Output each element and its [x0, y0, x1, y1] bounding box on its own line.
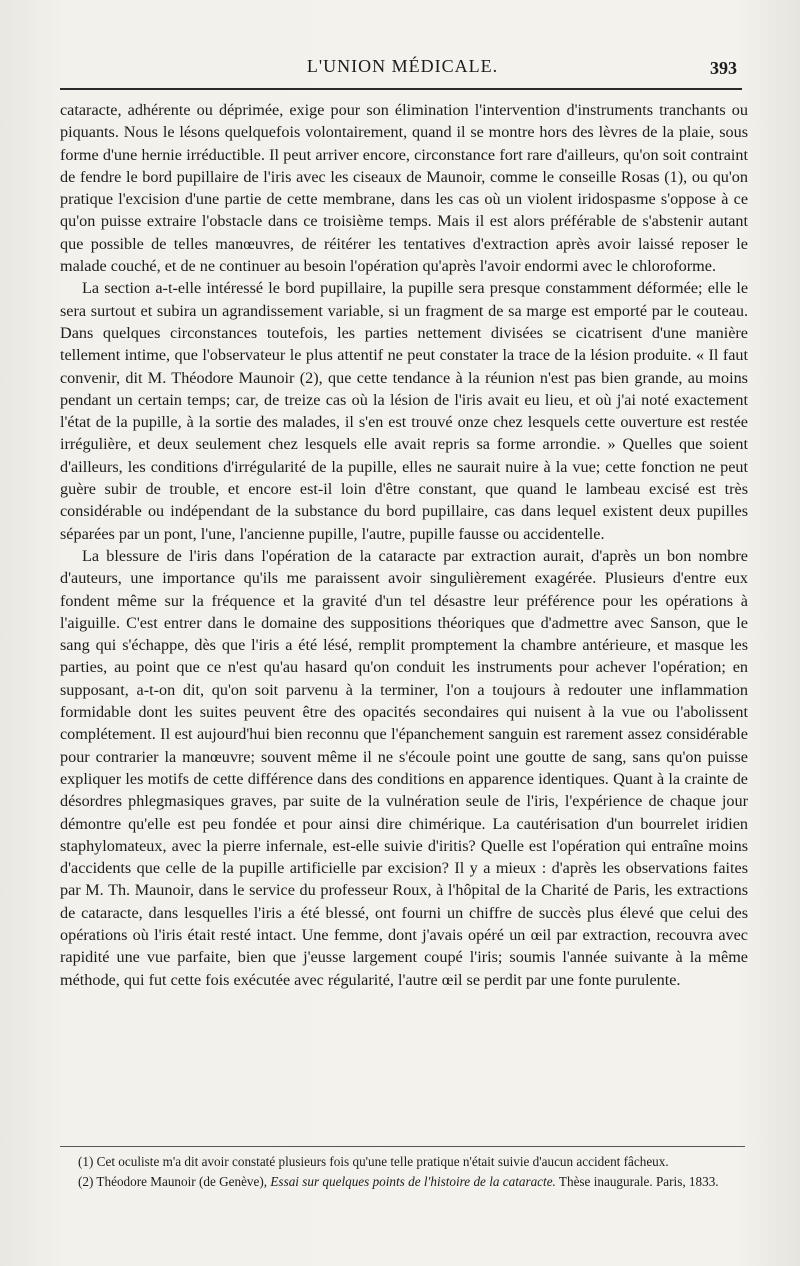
footnote-2-suffix: Thèse inaugurale. Paris, 1833. [555, 1174, 719, 1189]
paragraph-1: cataracte, adhérente ou déprimée, exige pour son élimination l'intervention d'instruments tranchants ou piquants. Nous le lésons quelquefois volontairement, quand il se montre hors des lèvres de la plaie, sous forme d'une hernie irréductible. Il peut arriver encore, circonstance fort rare d'ailleurs, qu'on soit contraint de fendre le bord pupillaire de l'iris avec les ciseaux de Maunoir, comme le conseille Rosas (1), ou qu'on pratique l'excision d'une partie de cette membrane, dans les cas où un violent iridospasme s'oppose à ce qu'on puisse extraire l'obstacle dans ce troisième temps. Mais il est alors préférable de s'abstenir autant que possible de telles manœuvres, de réitérer les tentatives d'extraction après avoir laissé reposer le malade couché, et de ne continuer au besoin l'opération qu'après l'avoir endormi avec le chloroforme. [60, 101, 748, 276]
footnotes [60, 1153, 745, 1193]
paragraph-3: La blessure de l'iris dans l'opération de la cataracte par extraction aurait, d'après un bon nombre d'auteurs, une importance qu'ils me paraissent avoir singulièrement exagérée. Plusieurs d'entre eux fondent même sur la fréquence et la gravité d'un tel désastre leur préférence pour les opérations à l'aiguille. C'est entrer dans le domaine des suppositions théoriques que d'admettre avec Sanson, que le sang qui s'échappe, dès que l'iris a été lésé, remplit promptement la chambre antérieure, et masque les parties, au point que ce n'est qu'au hasard qu'on conduit les instruments pour achever l'opération; en supposant, a-t-on dit, qu'on soit parvenu à la terminer, l'on a toujours à redouter une inflammation formidable dont les suites peuvent être des opacités secondaires qui nuisent à la vue ou l'abolissent complétement. Il est aujourd'hui bien reconnu que l'épanchement sanguin est rarement assez considérable pour contrarier la manœuvre; souvent même il ne s'écoule point une goutte de sang, sans qu'on puisse expliquer les motifs de cette différence dans des conditions en apparence identiques. Quant à la crainte de désordres phlegmasiques graves, par suite de la vulnération seule de l'iris, l'expérience de chaque jour démontre qu'elle est peu fondée et pour ainsi dire chimérique. La cautérisation d'un bourrelet iridien staphylomateux, avec la pierre infernale, est-elle suivie d'iritis? Quelle est l'opération qui entraîne moins d'accidents que celle de la pupille artificielle par excision? Il y a mieux : d'après les observations faites par M. Th. Maunoir, dans le service du professeur Roux, à l'hôpital de la Charité de Paris, les extractions de cataracte, dans lesquelles l'iris a été blessé, ont fourni un chiffre de succès plus élevé que celui des opérations où l'iris était resté intact. Une femme, dont j'avais opéré un œil par extraction, recouvra avec rapidité une vue parfaite, bien que j'eusse largement coupé l'iris; soumis l'année suivante à la même méthode, qui fut cette fois exécutée avec régularité, l'autre œil se perdit par une fonte purulente. [60, 546, 748, 989]
footnote-2-title: Essai sur quelques points de l'histoire de la cataracte. [270, 1174, 556, 1189]
footnote-rule [60, 1146, 745, 1147]
footnote-2 [60, 1173, 745, 1191]
body-text [60, 99, 748, 991]
running-title: L'UNION MÉDICALE. [306, 56, 499, 76]
footnote-1: (1) Cet oculiste m'a dit avoir constaté plusieurs fois qu'une telle pratique n'était suivie d'aucun accident fâcheux. [78, 1154, 669, 1169]
page-number: 393 [710, 58, 737, 78]
header-rule [60, 88, 742, 90]
footnote-2-prefix: (2) Théodore Maunoir (de Genève), [78, 1174, 271, 1189]
paragraph-2: La section a-t-elle intéressé le bord pupillaire, la pupille sera presque constamment déformée; elle le sera surtout et subira un agrandissement variable, si un fragment de sa marge est emporté par le couteau. Dans quelques circonstances toutefois, les parties nettement divisées se cicatrisent d'une manière tellement intime, que l'observateur le plus attentif ne peut constater la trace de la lésion produite. « Il faut convenir, dit M. Théodore Maunoir (2), que cette tendance à la réunion n'est pas bien grande, au moins pendant un certain temps; car, de treize cas où la lésion de l'iris avait eu lieu, et où j'ai noté exactement l'état de la pupille, à la sortie des malades, il s'en est trouvé onze chez lesquels cette ouverture est restée irrégulière, et deux seulement chez lesquels elle avait repris sa forme arrondie. » Quelles que soient d'ailleurs, les conditions d'irrégularité de la pupille, elles ne saurait nuire à la vue; cette fonction ne peut guère subir de trouble, et encore est-il loin d'être constant, que quand le lambeau excisé est très considérable ou indépendant de la substance du bord pupillaire, cas dans lequel existent deux pupilles séparées par un pont, l'une, l'ancienne pupille, l'autre, pupille fausse ou accidentelle. [60, 279, 748, 543]
running-head [60, 52, 745, 82]
